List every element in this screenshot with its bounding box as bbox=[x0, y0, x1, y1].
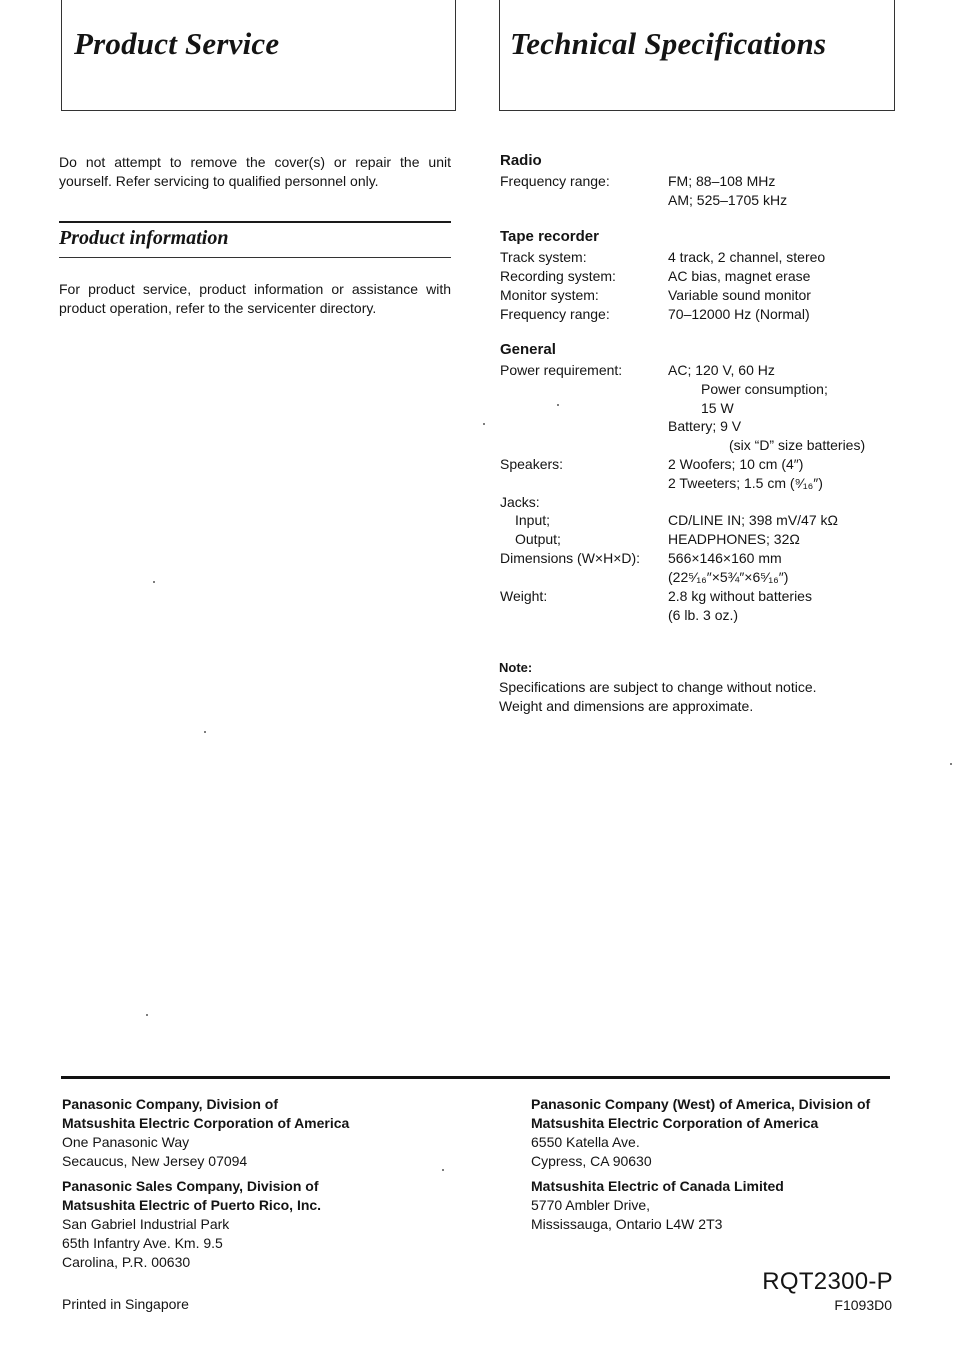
tape-row-value: 70–12000 Hz (Normal) bbox=[668, 306, 810, 322]
scan-speck bbox=[153, 581, 155, 583]
power-ac-value: AC; 120 V, 60 Hz bbox=[668, 362, 775, 378]
service-warning-line-2: yourself. Refer servicing to qualified personnel only. bbox=[59, 173, 379, 189]
address-line: One Panasonic Way bbox=[62, 1134, 190, 1150]
power-consumption-label: Power consumption; bbox=[701, 381, 828, 397]
service-warning bbox=[59, 153, 451, 191]
print-code: F1093D0 bbox=[834, 1297, 892, 1313]
company-name: Matsushita Electric of Puerto Rico, Inc. bbox=[62, 1197, 322, 1213]
footer-rule bbox=[61, 1076, 890, 1079]
product-information-bottom-rule bbox=[59, 257, 451, 258]
model-code: RQT2300-P bbox=[762, 1268, 893, 1295]
company-name: Matsushita Electric Corporation of America bbox=[531, 1115, 819, 1131]
company-name: Panasonic Sales Company, Division of bbox=[62, 1178, 319, 1194]
general-heading: General bbox=[500, 341, 556, 358]
tape-row-value: Variable sound monitor bbox=[668, 287, 811, 303]
radio-heading: Radio bbox=[500, 152, 542, 169]
product-information-line-2: product operation, refer to the servicenter directory. bbox=[59, 300, 377, 316]
address-line: 65th Infantry Ave. Km. 9.5 bbox=[62, 1235, 223, 1251]
output-value: HEADPHONES; 32Ω bbox=[668, 531, 800, 547]
woofers-value: 2 Woofers; 10 cm (4″) bbox=[668, 456, 804, 472]
product-information-title: Product information bbox=[59, 227, 229, 249]
address-block bbox=[531, 1095, 870, 1171]
printed-in: Printed in Singapore bbox=[62, 1296, 189, 1312]
address-line: San Gabriel Industrial Park bbox=[62, 1216, 230, 1232]
radio-am-value: AM; 525–1705 kHz bbox=[668, 192, 788, 208]
address-line: Carolina, P.R. 00630 bbox=[62, 1254, 191, 1270]
power-watts-value: 15 W bbox=[701, 400, 734, 416]
service-warning-line-1: Do not attempt to remove the cover(s) or repair the unit bbox=[59, 154, 451, 170]
address-block bbox=[531, 1177, 784, 1234]
weight-value: 2.8 kg without batteries bbox=[668, 588, 812, 604]
input-value: CD/LINE IN; 398 mV/47 kΩ bbox=[668, 512, 838, 528]
note-label: Note: bbox=[499, 660, 533, 675]
dimensions-label: Dimensions (W×H×D): bbox=[500, 550, 641, 566]
scan-speck bbox=[483, 423, 485, 425]
weight-lb-value: (6 lb. 3 oz.) bbox=[668, 607, 739, 623]
tape-row-label: Frequency range: bbox=[500, 306, 610, 322]
scan-speck bbox=[557, 404, 559, 406]
product-information-text bbox=[59, 280, 451, 318]
tape-row-value: AC bias, magnet erase bbox=[668, 268, 811, 284]
speakers-label: Speakers: bbox=[500, 456, 564, 472]
product-information-top-rule bbox=[59, 221, 451, 223]
battery-value: Battery; 9 V bbox=[668, 418, 742, 434]
note-line-1: Specifications are subject to change without notice. bbox=[499, 679, 817, 695]
address-line: Mississauga, Ontario L4W 2T3 bbox=[531, 1216, 723, 1232]
product-information-line-1: For product service, product information or assistance with bbox=[59, 281, 451, 297]
scan-speck bbox=[442, 1169, 444, 1171]
product-service-title: Product Service bbox=[74, 26, 280, 61]
battery-detail: (six “D” size batteries) bbox=[729, 437, 866, 453]
radio-fm-value: FM; 88–108 MHz bbox=[668, 173, 776, 189]
tape-row-label: Track system: bbox=[500, 249, 587, 265]
scan-speck bbox=[950, 763, 952, 765]
note-line-2: Weight and dimensions are approximate. bbox=[499, 698, 754, 714]
radio-frequency-label: Frequency range: bbox=[500, 173, 610, 189]
tape-row-label: Recording system: bbox=[500, 268, 616, 284]
address-block bbox=[62, 1095, 349, 1171]
company-name: Matsushita Electric Corporation of America bbox=[62, 1115, 350, 1131]
power-label: Power requirement: bbox=[500, 362, 623, 378]
address-line: 6550 Katella Ave. bbox=[531, 1134, 640, 1150]
tape-row-value: 4 track, 2 channel, stereo bbox=[668, 249, 826, 265]
output-label: Output; bbox=[515, 531, 561, 547]
tape-row-label: Monitor system: bbox=[500, 287, 599, 303]
weight-label: Weight: bbox=[500, 588, 548, 604]
address-block bbox=[62, 1177, 321, 1272]
company-name: Panasonic Company (West) of America, Division of bbox=[531, 1096, 871, 1112]
company-name: Panasonic Company, Division of bbox=[62, 1096, 279, 1112]
scan-speck bbox=[204, 731, 206, 733]
company-name: Matsushita Electric of Canada Limited bbox=[531, 1178, 784, 1194]
dimensions-inches-value: (22⁵⁄₁₆″×5¾″×6⁵⁄₁₆″) bbox=[668, 569, 789, 585]
tweeters-value: 2 Tweeters; 1.5 cm (⁹⁄₁₆″) bbox=[668, 475, 823, 491]
address-line: Secaucus, New Jersey 07094 bbox=[62, 1153, 248, 1169]
address-line: Cypress, CA 90630 bbox=[531, 1153, 652, 1169]
tape-recorder-heading: Tape recorder bbox=[500, 228, 599, 245]
address-line: 5770 Ambler Drive, bbox=[531, 1197, 651, 1213]
jacks-label: Jacks: bbox=[500, 494, 540, 510]
scan-speck bbox=[146, 1014, 148, 1016]
input-label: Input; bbox=[515, 512, 551, 528]
dimensions-mm-value: 566×146×160 mm bbox=[668, 550, 782, 566]
note-text bbox=[499, 678, 817, 716]
technical-specifications-title: Technical Specifications bbox=[510, 26, 827, 61]
